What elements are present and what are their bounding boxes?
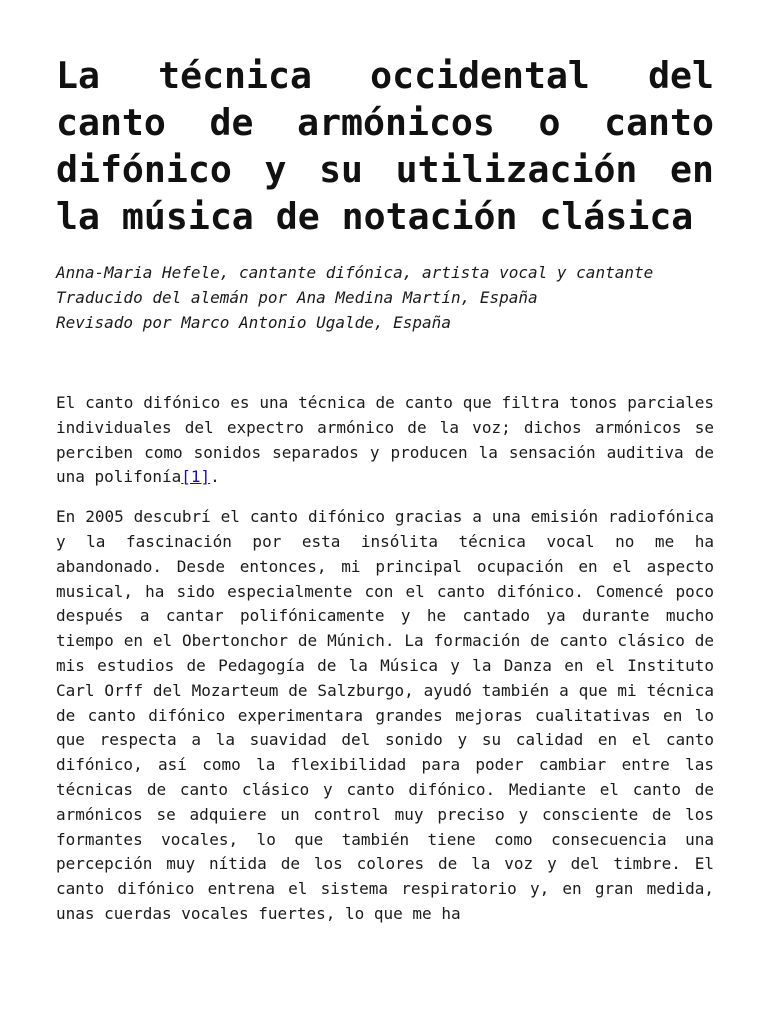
- paragraph-intro-text: El canto difónico es una técnica de canto que filtra tonos parciales individuales del expectro armónico de la voz; dichos armónicos se perciben como sonidos separados y producen la sensación auditiva de una polifonía: [56, 393, 714, 487]
- paragraph-history: En 2005 descubrí el canto difónico gracias a una emisión radiofónica y la fascinación por esta insólita técnica vocal no me ha abandonado. Desde entonces, mi principal ocupación en el aspecto musical, ha sido especialmente con el canto difónico. Comencé poco después a cantar polifónicamente y he cantado ya durante mucho tiempo en el Obertonchor de Múnich. La formación de canto clásico de mis estudios de Pedagogía de la Música y la Danza en el Instituto Carl Orff del Mozarteum de Salzburgo, ayudó también a que mi técnica de canto difónico experimentara grandes mejoras cualitativas en lo que respecta a la suavidad del sonido y su calidad en el canto difónico, así como la flexibilidad para poder cambiar entre las técnicas de canto clásico y canto difónico. Mediante el canto de armónicos se adquiere un control muy preciso y consciente de los formantes vocales, lo que también tiene como consecuencia una percepción muy nítida de los colores de la voz y del timbre. El canto difónico entrena el sistema respiratorio y, en gran medida, unas cuerdas vocales fuertes, lo que me ha: [56, 507, 714, 923]
- article-body: [56, 391, 714, 927]
- paragraph-intro: [56, 391, 714, 490]
- article-title: La técnica occidental del canto de armónicos o canto difónico y su utilización en la música de notación clásica: [56, 54, 714, 238]
- reviewer-line: Revisado por Marco Antonio Ugalde, España: [56, 313, 451, 332]
- translator-line: Traducido del alemán por Ana Medina Martín, España: [56, 288, 538, 307]
- paragraph-intro-end: .: [210, 467, 220, 487]
- article-credits: [56, 260, 714, 335]
- footnote-link[interactable]: [1]: [181, 467, 211, 487]
- author-line: Anna-Maria Hefele, cantante difónica, artista vocal y cantante: [56, 263, 654, 282]
- document-page: [56, 52, 714, 942]
